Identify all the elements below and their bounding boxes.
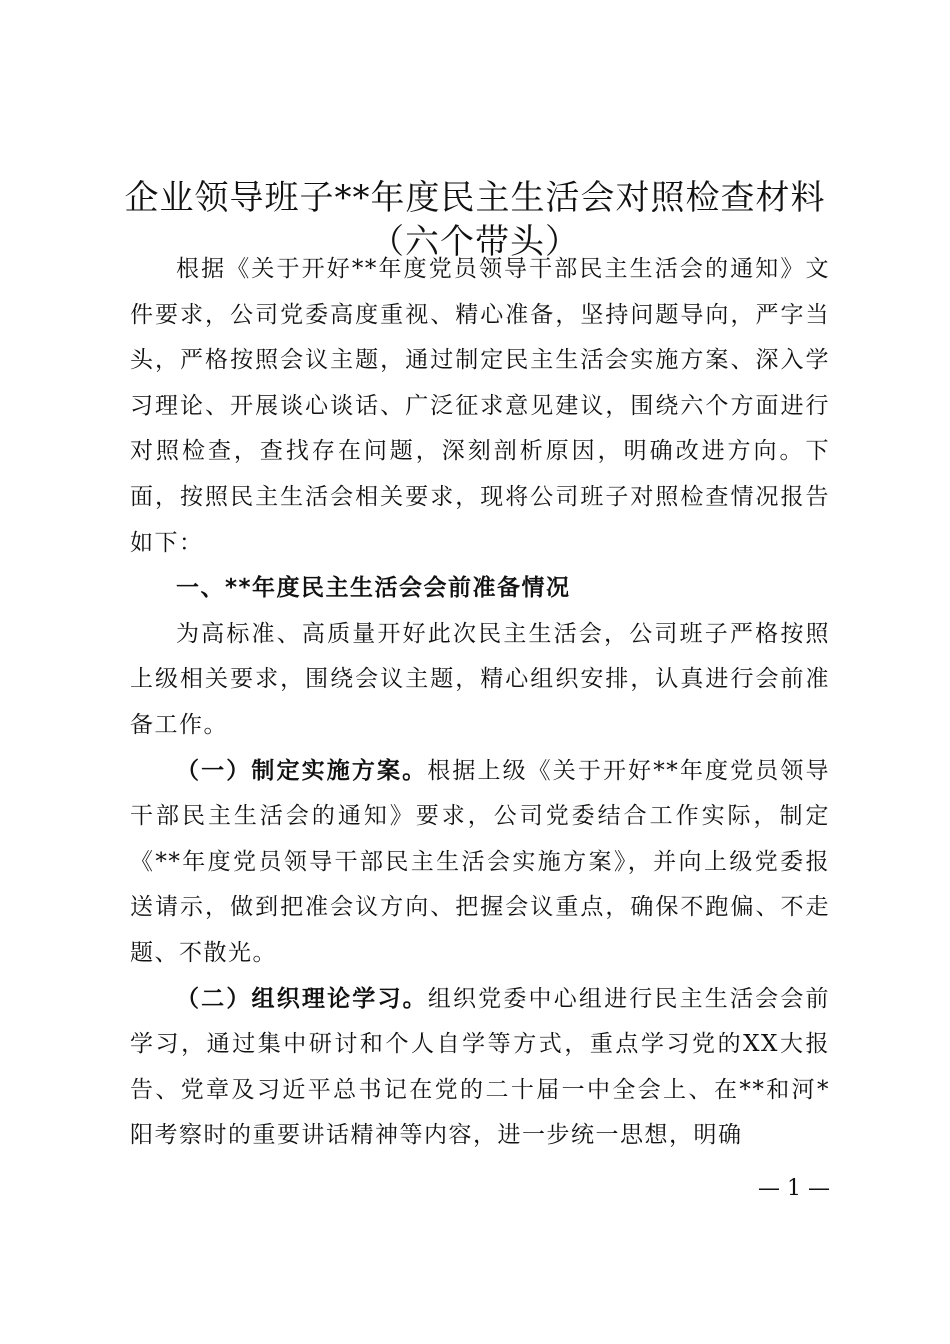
item-1-lead: （一）制定实施方案。 [176,757,428,784]
item-2-lead: （二）组织理论学习。 [176,985,428,1012]
item-paragraph-1 [130,749,830,977]
section-heading: 一、**年度民主生活会会前准备情况 [176,575,571,602]
section-intro-paragraph: 为高标准、高质量开好此次民主生活会，公司班子严格按照上级相关要求，围绕会议主题，精心组织安排，认真进行会前准备工作。 [130,620,830,738]
intro-paragraph: 根据《关于开好**年度党员领导干部民主生活会的通知》文件要求，公司党委高度重视、精心准备，坚持问题导向，严字当头，严格按照会议主题，通过制定民主生活会实施方案、深入学习理论、开展谈心谈话、广泛征求意见建议，围绕六个方面进行对照检查，查找存在问题，深刻剖析原因，明确改进方向。下面，按照民主生活会相关要求，现将公司班子对照检查情况报告如下： [130,256,830,556]
page-number: — 1 — [758,1176,830,1201]
item-2-text: 组织党委中心组进行民主生活会会前学习，通过集中研讨和个人自学等方式，重点学习党的XX大报告、党章及习近平总书记在党的二十届一中全会上、在**和河*阳考察时的重要讲话精神等内容，进一步统一思想，明确 [130,985,831,1149]
item-1-text: 根据上级《关于开好**年度党员领导干部民主生活会的通知》要求，公司党委结合工作实际，制定《**年度党员领导干部民主生活会实施方案》，并向上级党委报送请示，做到把准会议方向、把握会议重点，确保不跑偏、不走题、不散光。 [130,757,831,966]
document-body [130,247,830,1159]
item-paragraph-2 [130,977,830,1159]
document-subtitle: （六个带头） [370,222,580,262]
document-title: 企业领导班子**年度民主生活会对照检查材料 [124,178,826,218]
